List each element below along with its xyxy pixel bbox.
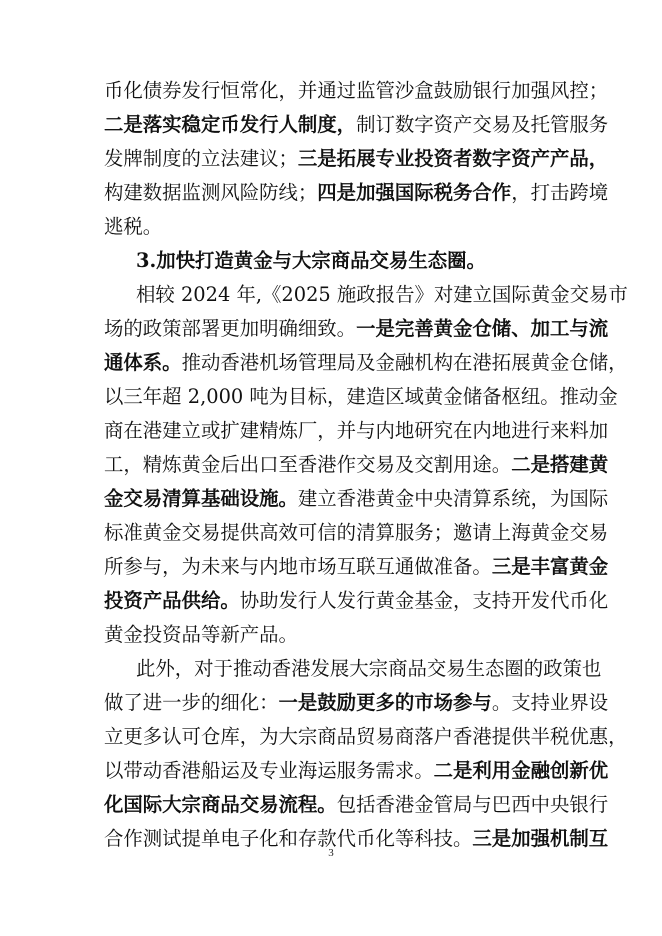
- text-segment: 发牌制度的立法建议；: [104, 147, 298, 170]
- bold-text-segment: 四是加强国际税务合作: [317, 181, 512, 204]
- bold-text-segment: 投资产品供给。: [104, 589, 240, 612]
- text-segment: 构建数据监测风险防线；: [104, 181, 318, 204]
- text-line: [104, 482, 609, 516]
- text-line: [104, 346, 628, 380]
- text-segment: 商在港建立或扩建精炼厂，并与内地研究在内地进行来料加: [104, 419, 609, 442]
- text-segment: 包括香港金管局与巴西中央银行: [336, 793, 609, 816]
- text-line: [104, 720, 628, 754]
- text-line: [104, 618, 560, 652]
- text-segment: 黄金投资品等新产品。: [104, 623, 298, 646]
- text-segment: 推动香港机场管理局及金融机构在港拓展黄金仓储，: [181, 351, 628, 374]
- text-segment: 场的政策部署更加明确细致。: [104, 317, 357, 340]
- text-segment: 相较 2024 年,《2025 施政报告》对建立国际黄金交易市: [136, 283, 628, 306]
- bold-text-segment: 一是鼓励更多的市场参与: [278, 691, 492, 714]
- text-line: [104, 380, 618, 414]
- bold-text-segment: 一是完善黄金仓储、加工与流: [356, 317, 609, 340]
- text-line: [104, 74, 609, 108]
- text-line: [104, 788, 609, 822]
- text-segment: 建立香港黄金中央清算系统，为国际: [297, 487, 609, 510]
- text-line: [136, 652, 602, 686]
- text-segment: 标准黄金交易提供高效可信的清算服务；邀请上海黄金交易: [104, 521, 609, 544]
- text-segment: 合作测试提单电子化和存款代币化等科技。: [104, 827, 473, 850]
- bold-text-segment: 二是利用金融创新优: [433, 759, 609, 782]
- text-line: [104, 142, 609, 176]
- text-line: [104, 108, 609, 142]
- text-segment: 所参与，为未来与内地市场互联互通做准备。: [104, 555, 492, 578]
- text-segment: 逃税。: [104, 215, 163, 238]
- bold-text-segment: 化国际大宗商品交易流程。: [104, 793, 337, 816]
- text-segment: 制订数字资产交易及托管服务: [356, 113, 609, 136]
- bold-text-segment: 金交易清算基础设施。: [104, 487, 298, 510]
- text-segment: 此外，对于推动香港发展大宗商品交易生态圈的政策也: [136, 657, 602, 680]
- text-line: [104, 516, 609, 550]
- text-line: [104, 414, 609, 448]
- bold-text-segment: 通体系。: [104, 351, 182, 374]
- text-segment: ，打击跨境: [511, 181, 609, 204]
- text-segment: 以带动香港船运及专业海运服务需求。: [104, 759, 434, 782]
- bold-text-segment: 三是丰富黄金: [491, 555, 609, 578]
- text-line: [104, 210, 560, 244]
- text-segment: 。支持业界设: [491, 691, 609, 714]
- text-segment: 协助发行人发行黄金基金，支持开发代币化: [239, 589, 609, 612]
- bold-text-segment: 二是落实稳定币发行人制度，: [104, 113, 357, 136]
- text-segment: 做了进一步的细化：: [104, 691, 279, 714]
- text-segment: 以三年超 2,000 吨为目标，建造区域黄金储备枢纽。推动金: [104, 385, 618, 408]
- text-line: [104, 550, 609, 584]
- page-number: 3: [328, 847, 334, 859]
- text-line: [104, 686, 609, 720]
- bold-text-segment: 三是拓展专业投资者数字资产产品，: [297, 147, 609, 170]
- bold-text-segment: 三是加强机制互: [472, 827, 609, 850]
- bold-text-segment: 二是搭建黄: [511, 453, 609, 476]
- text-line: [104, 584, 609, 618]
- text-line: [104, 176, 609, 210]
- bold-text-segment: 3.加快打造黄金与大宗商品交易生态圈。: [136, 249, 486, 272]
- text-line: [104, 754, 609, 788]
- text-segment: 币化债券发行恒常化，并通过监管沙盒鼓励银行加强风控；: [104, 79, 609, 102]
- text-line: [136, 278, 628, 312]
- text-segment: 工，精炼黄金后出口至香港作交易及交割用途。: [104, 453, 512, 476]
- text-segment: 立更多认可仓库，为大宗商品贸易商落户香港提供半税优惠，: [104, 725, 628, 748]
- text-line: [104, 448, 609, 482]
- text-line: [136, 244, 560, 278]
- text-line: [104, 312, 609, 346]
